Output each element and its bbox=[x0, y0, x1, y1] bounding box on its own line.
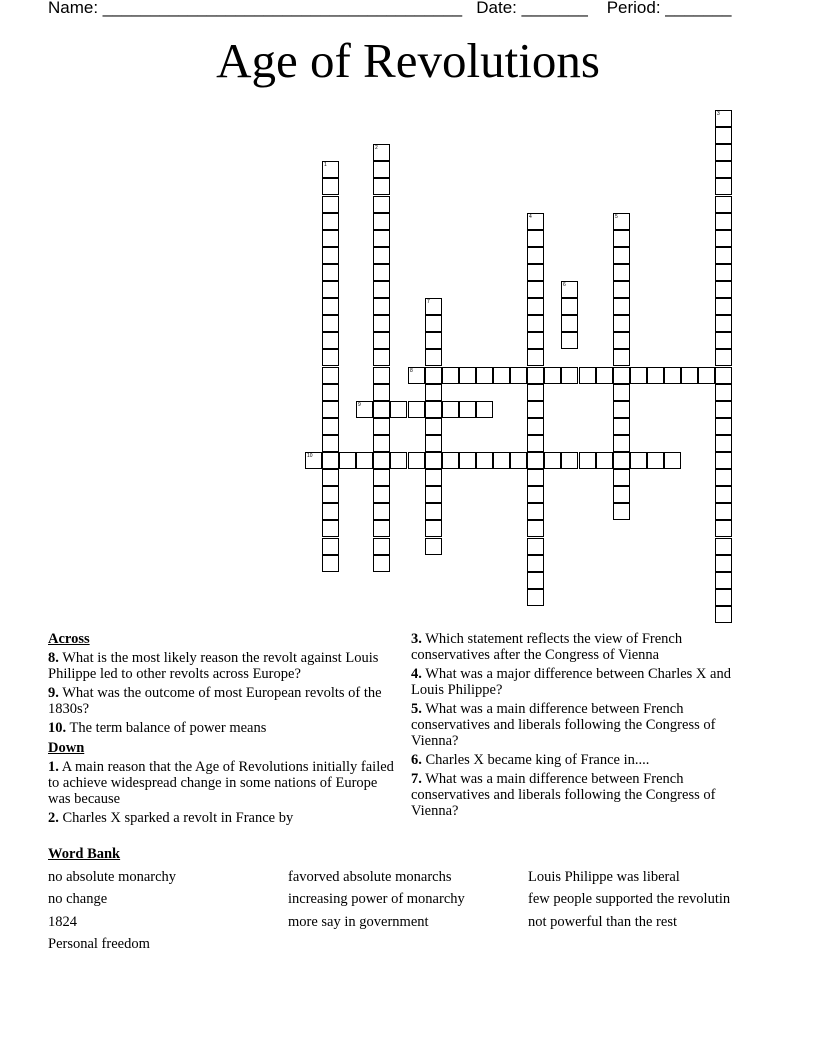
crossword-cell[interactable] bbox=[322, 520, 339, 537]
crossword-cell[interactable] bbox=[613, 367, 630, 384]
crossword-cell[interactable] bbox=[630, 452, 647, 469]
crossword-cell[interactable] bbox=[579, 452, 596, 469]
crossword-cell[interactable] bbox=[596, 367, 613, 384]
crossword-cell[interactable] bbox=[373, 401, 390, 418]
clue-number: 6. bbox=[411, 752, 422, 768]
crossword-cell[interactable] bbox=[373, 161, 390, 178]
clue-across-8 bbox=[48, 650, 398, 682]
crossword-cell[interactable] bbox=[373, 315, 390, 332]
crossword-cell[interactable] bbox=[715, 281, 732, 298]
clue-down-6 bbox=[411, 752, 763, 768]
crossword-cell[interactable] bbox=[630, 367, 647, 384]
crossword-cell[interactable] bbox=[613, 264, 630, 281]
crossword-cell[interactable] bbox=[715, 264, 732, 281]
crossword-cell[interactable] bbox=[613, 315, 630, 332]
crossword-cell[interactable] bbox=[527, 384, 544, 401]
clue-text: What was a main difference between French conservatives and liberals following the Congress of Vienna? bbox=[411, 701, 716, 749]
crossword-cell[interactable] bbox=[322, 503, 339, 520]
crossword-cell[interactable] bbox=[613, 469, 630, 486]
clue-down-2 bbox=[48, 810, 398, 826]
word-bank-item: 1824 bbox=[48, 914, 77, 930]
crossword-cell[interactable] bbox=[527, 281, 544, 298]
crossword-cell[interactable] bbox=[527, 367, 544, 384]
crossword-cell[interactable] bbox=[322, 298, 339, 315]
crossword-cell[interactable] bbox=[561, 367, 578, 384]
crossword-cell[interactable] bbox=[322, 538, 339, 555]
crossword-cell[interactable] bbox=[322, 247, 339, 264]
crossword-cell[interactable] bbox=[647, 367, 664, 384]
crossword-cell[interactable] bbox=[527, 435, 544, 452]
crossword-cell[interactable] bbox=[425, 401, 442, 418]
crossword-cell[interactable] bbox=[373, 555, 390, 572]
crossword-cell[interactable] bbox=[715, 213, 732, 230]
crossword-cell[interactable] bbox=[715, 161, 732, 178]
crossword-cell[interactable] bbox=[527, 503, 544, 520]
crossword-cell[interactable] bbox=[322, 367, 339, 384]
crossword-cell[interactable] bbox=[527, 520, 544, 537]
word-bank-item: Personal freedom bbox=[48, 936, 150, 952]
crossword-cell[interactable] bbox=[715, 555, 732, 572]
crossword-cell[interactable] bbox=[425, 332, 442, 349]
crossword-cell[interactable] bbox=[544, 452, 561, 469]
crossword-cell[interactable] bbox=[613, 281, 630, 298]
crossword-cell[interactable] bbox=[425, 503, 442, 520]
crossword-cell[interactable] bbox=[322, 469, 339, 486]
across-heading: Across bbox=[48, 631, 90, 647]
crossword-cell[interactable] bbox=[698, 367, 715, 384]
crossword-cell[interactable] bbox=[613, 486, 630, 503]
crossword-cell[interactable] bbox=[322, 384, 339, 401]
crossword-cell[interactable] bbox=[322, 349, 339, 366]
crossword-cell[interactable] bbox=[322, 281, 339, 298]
crossword-cell[interactable] bbox=[527, 555, 544, 572]
clue-number-label: 8 bbox=[410, 368, 413, 374]
crossword-cell[interactable] bbox=[476, 452, 493, 469]
crossword-cell[interactable] bbox=[715, 503, 732, 520]
crossword-cell[interactable] bbox=[356, 452, 373, 469]
crossword-cell[interactable] bbox=[322, 264, 339, 281]
crossword-cell[interactable] bbox=[715, 349, 732, 366]
crossword-cell[interactable] bbox=[373, 178, 390, 195]
crossword-cell[interactable] bbox=[408, 452, 425, 469]
crossword-cell[interactable] bbox=[459, 401, 476, 418]
crossword-cell[interactable] bbox=[373, 435, 390, 452]
crossword-cell[interactable] bbox=[322, 418, 339, 435]
crossword-cell[interactable] bbox=[442, 452, 459, 469]
crossword-cell[interactable] bbox=[613, 384, 630, 401]
crossword-cell[interactable] bbox=[613, 503, 630, 520]
clue-text: The term balance of power means bbox=[69, 720, 267, 736]
clue-number: 5. bbox=[411, 701, 422, 717]
crossword-cell[interactable] bbox=[425, 486, 442, 503]
clue-text: What was a major difference between Charles X and Louis Philippe? bbox=[411, 666, 731, 698]
crossword-cell[interactable] bbox=[613, 230, 630, 247]
crossword-cell[interactable] bbox=[715, 178, 732, 195]
crossword-cell[interactable] bbox=[715, 435, 732, 452]
crossword-cell[interactable] bbox=[527, 589, 544, 606]
crossword-cell[interactable] bbox=[715, 606, 732, 623]
clue-down-1 bbox=[48, 759, 398, 807]
clue-down-4 bbox=[411, 666, 763, 698]
word-bank-item: Louis Philippe was liberal bbox=[528, 869, 680, 885]
clues-right-column bbox=[411, 631, 763, 822]
crossword-cell[interactable] bbox=[527, 264, 544, 281]
crossword-cell[interactable] bbox=[408, 401, 425, 418]
crossword-cell[interactable] bbox=[493, 452, 510, 469]
crossword-cell[interactable] bbox=[373, 486, 390, 503]
crossword-cell[interactable] bbox=[390, 401, 407, 418]
clue-down-5 bbox=[411, 701, 763, 749]
crossword-cell[interactable] bbox=[373, 520, 390, 537]
crossword-cell[interactable] bbox=[322, 178, 339, 195]
crossword-cell[interactable] bbox=[425, 469, 442, 486]
crossword-cell[interactable] bbox=[390, 452, 407, 469]
crossword-cell[interactable] bbox=[322, 230, 339, 247]
clue-number-label: 1 bbox=[324, 162, 327, 168]
down-heading: Down bbox=[48, 740, 85, 756]
period-field[interactable]: Period: _______ bbox=[606, 0, 732, 17]
crossword-cell[interactable] bbox=[715, 469, 732, 486]
crossword-cell[interactable] bbox=[647, 452, 664, 469]
clue-text: A main reason that the Age of Revolutions initially failed to achieve widespread change in some nations of Europe was because bbox=[48, 759, 394, 807]
crossword-cell[interactable] bbox=[459, 367, 476, 384]
crossword-cell[interactable] bbox=[664, 367, 681, 384]
clue-text: Which statement reflects the view of French conservatives after the Congress of Vienna bbox=[411, 631, 683, 663]
crossword-cell[interactable] bbox=[715, 538, 732, 555]
crossword-cell[interactable] bbox=[373, 452, 390, 469]
crossword-cell[interactable] bbox=[596, 452, 613, 469]
crossword-cell[interactable] bbox=[527, 572, 544, 589]
crossword-cell[interactable] bbox=[715, 418, 732, 435]
crossword-cell[interactable] bbox=[373, 230, 390, 247]
crossword-cell[interactable] bbox=[373, 538, 390, 555]
crossword-cell[interactable] bbox=[373, 349, 390, 366]
crossword-cell[interactable] bbox=[613, 332, 630, 349]
crossword-cell[interactable] bbox=[715, 247, 732, 264]
crossword-cell[interactable] bbox=[527, 486, 544, 503]
crossword-cell[interactable] bbox=[715, 144, 732, 161]
clue-number-label: 2 bbox=[375, 145, 378, 151]
crossword-cell[interactable] bbox=[476, 367, 493, 384]
crossword-cell[interactable] bbox=[527, 469, 544, 486]
crossword-cell[interactable] bbox=[373, 503, 390, 520]
crossword-cell[interactable] bbox=[322, 213, 339, 230]
crossword-cell[interactable] bbox=[715, 384, 732, 401]
crossword-cell[interactable] bbox=[459, 452, 476, 469]
crossword-cell[interactable] bbox=[373, 264, 390, 281]
word-bank-item: few people supported the revolutin bbox=[528, 891, 731, 907]
clue-across-10 bbox=[48, 720, 398, 736]
word-bank-item: no absolute monarchy bbox=[48, 869, 177, 885]
crossword-cell[interactable] bbox=[527, 332, 544, 349]
crossword-cell[interactable] bbox=[715, 367, 732, 384]
crossword-cell[interactable] bbox=[527, 247, 544, 264]
clue-number: 2. bbox=[48, 810, 59, 826]
clue-down-3 bbox=[411, 631, 763, 663]
crossword-cell[interactable] bbox=[425, 435, 442, 452]
clue-number: 4. bbox=[411, 666, 422, 682]
crossword-cell[interactable] bbox=[425, 384, 442, 401]
crossword-cell[interactable] bbox=[561, 452, 578, 469]
crossword-cell[interactable] bbox=[322, 401, 339, 418]
clue-number-label: 9 bbox=[358, 402, 361, 408]
clue-number: 7. bbox=[411, 771, 422, 787]
crossword-cell[interactable] bbox=[715, 520, 732, 537]
word-bank-heading: Word Bank bbox=[48, 846, 121, 862]
crossword-cell[interactable] bbox=[373, 332, 390, 349]
clue-across-9 bbox=[48, 685, 398, 717]
crossword-cell[interactable] bbox=[715, 401, 732, 418]
clue-number: 8. bbox=[48, 650, 59, 666]
crossword-cell[interactable] bbox=[527, 452, 544, 469]
crossword-cell[interactable] bbox=[442, 367, 459, 384]
crossword-cell[interactable] bbox=[322, 435, 339, 452]
crossword-cell[interactable] bbox=[425, 452, 442, 469]
crossword-cell[interactable] bbox=[715, 127, 732, 144]
clues-left-column bbox=[48, 631, 398, 829]
clue-down-7 bbox=[411, 771, 763, 819]
crossword-cell[interactable] bbox=[510, 367, 527, 384]
crossword-cell[interactable] bbox=[373, 196, 390, 213]
crossword-cell[interactable] bbox=[715, 298, 732, 315]
crossword-cell[interactable] bbox=[373, 247, 390, 264]
crossword-cell[interactable] bbox=[373, 469, 390, 486]
crossword-cell[interactable] bbox=[715, 196, 732, 213]
clue-number-label: 7 bbox=[427, 299, 430, 305]
clue-number-label: 10 bbox=[307, 453, 313, 459]
word-bank-item: favorved absolute monarchs bbox=[288, 869, 452, 885]
crossword-cell[interactable] bbox=[715, 230, 732, 247]
crossword-cell[interactable] bbox=[425, 418, 442, 435]
crossword-cell[interactable] bbox=[561, 315, 578, 332]
clue-number-label: 6 bbox=[563, 282, 566, 288]
crossword-cell[interactable] bbox=[664, 452, 681, 469]
word-bank-item: more say in government bbox=[288, 914, 429, 930]
date-field[interactable]: Date: _______ bbox=[476, 0, 588, 17]
crossword-cell[interactable] bbox=[322, 452, 339, 469]
crossword-cell[interactable] bbox=[527, 315, 544, 332]
clue-text: What is the most likely reason the revolt against Louis Philippe led to other revolts across Europe? bbox=[48, 650, 379, 682]
crossword-cell[interactable] bbox=[715, 486, 732, 503]
crossword-cell[interactable] bbox=[613, 349, 630, 366]
crossword-cell[interactable] bbox=[715, 589, 732, 606]
crossword-cell[interactable] bbox=[425, 520, 442, 537]
crossword-cell[interactable] bbox=[527, 401, 544, 418]
crossword-cell[interactable] bbox=[425, 367, 442, 384]
crossword-cell[interactable] bbox=[561, 298, 578, 315]
crossword-cell[interactable] bbox=[373, 418, 390, 435]
clue-text: What was the outcome of most European revolts of the 1830s? bbox=[48, 685, 382, 717]
crossword-cell[interactable] bbox=[715, 315, 732, 332]
crossword-cell[interactable] bbox=[442, 401, 459, 418]
crossword-cell[interactable] bbox=[613, 247, 630, 264]
clue-number-label: 3 bbox=[717, 111, 720, 117]
word-bank-item: increasing power of monarchy bbox=[288, 891, 465, 907]
crossword-cell[interactable] bbox=[715, 332, 732, 349]
crossword-cell[interactable] bbox=[613, 452, 630, 469]
page-title: Age of Revolutions bbox=[216, 33, 600, 88]
crossword-cell[interactable] bbox=[613, 401, 630, 418]
crossword-cell[interactable] bbox=[527, 538, 544, 555]
crossword-cell[interactable] bbox=[425, 315, 442, 332]
crossword-cell[interactable] bbox=[493, 367, 510, 384]
word-bank-item: no change bbox=[48, 891, 108, 907]
crossword-cell[interactable] bbox=[425, 349, 442, 366]
crossword-cell[interactable] bbox=[476, 401, 493, 418]
crossword-cell[interactable] bbox=[561, 332, 578, 349]
crossword-cell[interactable] bbox=[510, 452, 527, 469]
word-bank-item: not powerful than the rest bbox=[528, 914, 677, 930]
clue-number: 9. bbox=[48, 685, 59, 701]
clue-text: Charles X sparked a revolt in France by bbox=[62, 810, 294, 826]
crossword-cell[interactable] bbox=[613, 435, 630, 452]
crossword-cell[interactable] bbox=[527, 418, 544, 435]
crossword-cell[interactable] bbox=[373, 281, 390, 298]
crossword-cell[interactable] bbox=[322, 486, 339, 503]
crossword-cell[interactable] bbox=[613, 418, 630, 435]
crossword-cell[interactable] bbox=[715, 572, 732, 589]
clue-number: 3. bbox=[411, 631, 422, 647]
crossword-cell[interactable] bbox=[322, 332, 339, 349]
crossword-cell[interactable] bbox=[613, 298, 630, 315]
crossword-cell[interactable] bbox=[527, 349, 544, 366]
crossword-cell[interactable] bbox=[527, 298, 544, 315]
crossword-cell[interactable] bbox=[339, 452, 356, 469]
crossword-cell[interactable] bbox=[322, 315, 339, 332]
crossword-cell[interactable] bbox=[373, 367, 390, 384]
crossword-cell[interactable] bbox=[373, 298, 390, 315]
clue-number: 1. bbox=[48, 759, 59, 775]
name-field[interactable]: Name: ______________________________________ bbox=[48, 0, 463, 17]
clue-number: 10. bbox=[48, 720, 67, 736]
crossword-cell[interactable] bbox=[322, 196, 339, 213]
clue-number-label: 5 bbox=[615, 214, 618, 220]
crossword-cell[interactable] bbox=[544, 367, 561, 384]
crossword-cell[interactable] bbox=[322, 555, 339, 572]
crossword-cell[interactable] bbox=[373, 384, 390, 401]
crossword-cell[interactable] bbox=[527, 230, 544, 247]
crossword-cell[interactable] bbox=[425, 538, 442, 555]
clue-text: What was a main difference between French conservatives and liberals following the Congress of Vienna? bbox=[411, 771, 716, 819]
crossword-cell[interactable] bbox=[681, 367, 698, 384]
clue-number-label: 4 bbox=[529, 214, 532, 220]
crossword-cell[interactable] bbox=[373, 213, 390, 230]
crossword-cell[interactable] bbox=[579, 367, 596, 384]
clue-text: Charles X became king of France in.... bbox=[425, 752, 650, 768]
crossword-cell[interactable] bbox=[715, 452, 732, 469]
